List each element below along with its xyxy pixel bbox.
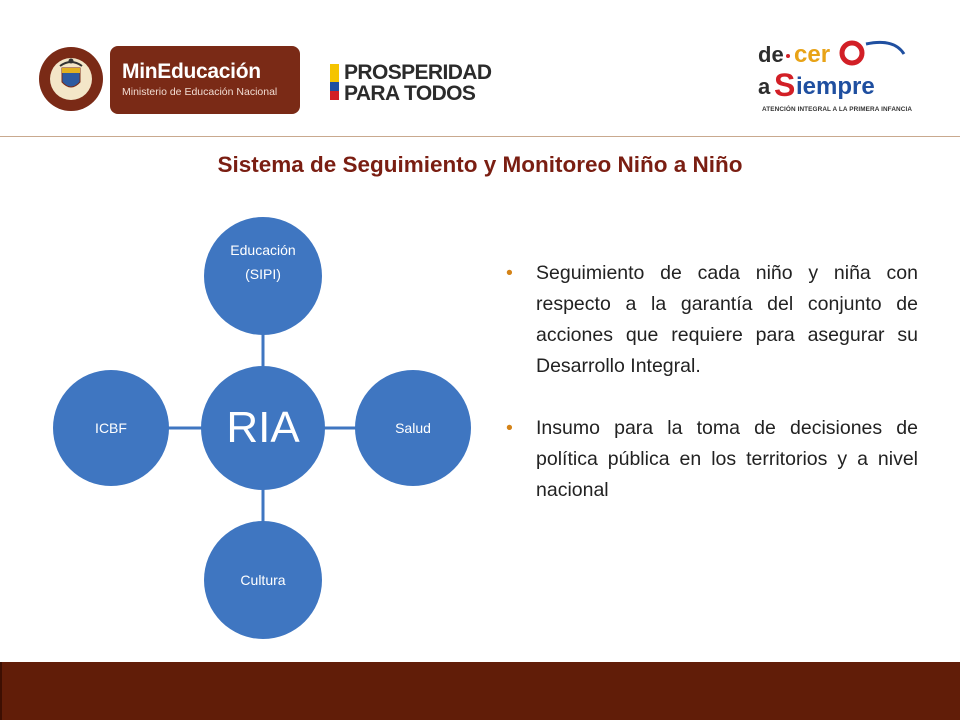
- colombia-flag-icon: [330, 64, 339, 100]
- header-divider: [0, 136, 960, 137]
- node-ria-label: RIA: [226, 403, 300, 452]
- node-educacion-line2: (SIPI): [245, 266, 281, 282]
- footer-bar: [0, 662, 960, 720]
- svg-text:de: de: [758, 42, 784, 67]
- cero-tagline: ATENCIÓN INTEGRAL A LA PRIMERA INFANCIA: [762, 106, 913, 113]
- header: [0, 0, 960, 136]
- mineducacion-title: MinEducación: [122, 60, 261, 83]
- bullet-item: [496, 258, 918, 382]
- svg-text:cer: cer: [794, 41, 831, 68]
- colombia-coat-of-arms-logo: [38, 46, 104, 112]
- mineducacion-subtitle: Ministerio de Educación Nacional: [122, 86, 278, 98]
- bullet-dot-icon: •: [506, 262, 513, 284]
- node-educacion-line1: Educación: [230, 242, 296, 258]
- bullet-text: Insumo para la toma de decisiones de política pública en los territorios y a nivel nacional: [536, 417, 918, 501]
- bullet-list: [496, 258, 918, 537]
- de-cero-a-siempre-wordmark: [754, 36, 932, 106]
- ria-diagram: [40, 210, 480, 650]
- svg-text:iempre: iempre: [796, 73, 875, 100]
- bullet-dot-icon: •: [506, 417, 513, 439]
- node-icbf-label: ICBF: [95, 420, 127, 436]
- svg-text:S: S: [774, 67, 796, 103]
- prosperidad-line2: PARA TODOS: [344, 82, 476, 105]
- svg-text:a: a: [758, 74, 771, 99]
- de-cero-a-siempre-logo: [754, 36, 932, 120]
- node-cultura-label: Cultura: [240, 572, 286, 588]
- bullet-item: [496, 413, 918, 506]
- page-title: Sistema de Seguimiento y Monitoreo Niño a Niño: [217, 152, 743, 177]
- mineducacion-logo: [110, 46, 300, 114]
- node-educacion-label: [230, 238, 295, 286]
- footer-edge: [0, 662, 2, 720]
- node-salud-label: Salud: [395, 420, 431, 436]
- prosperidad-logo: [330, 58, 500, 108]
- prosperidad-line1: PROSPERIDAD: [344, 61, 492, 84]
- bullet-text: Seguimiento de cada niño y niña con respecto a la garantía del conjunto de acciones que requiere para asegurar su Desarrollo Integral.: [536, 262, 918, 377]
